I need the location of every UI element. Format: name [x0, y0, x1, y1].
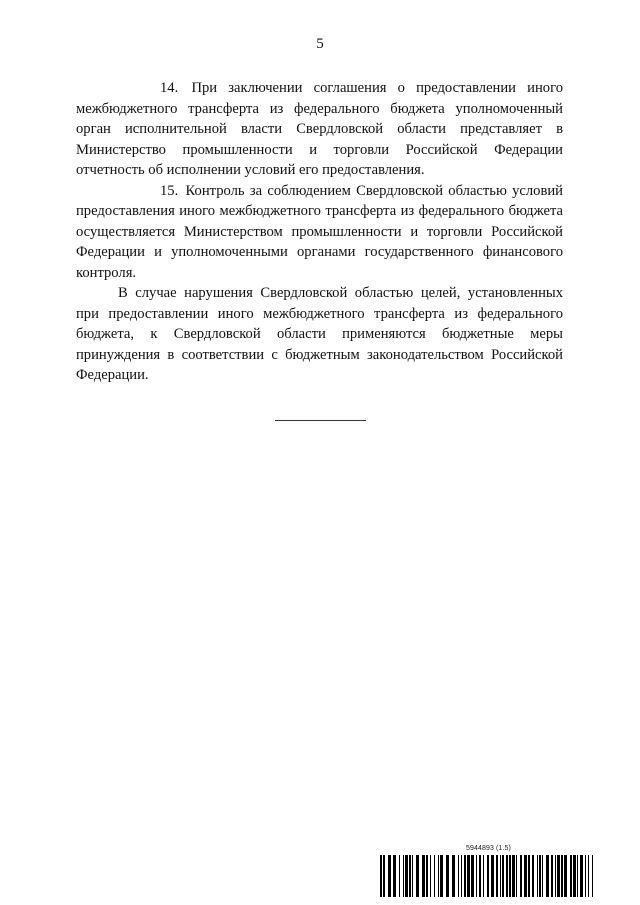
- barcode-bar: [487, 855, 489, 897]
- barcode-bar: [577, 855, 578, 897]
- barcode-bar: [557, 855, 560, 897]
- barcode-bar: [467, 855, 470, 897]
- barcode-bar: [430, 855, 431, 897]
- barcode-label: 5944893 (1.5): [466, 845, 511, 852]
- document-body: [76, 78, 563, 386]
- barcode-bar: [388, 855, 391, 897]
- barcode-bar: [458, 855, 459, 897]
- barcode-bar: [524, 855, 527, 897]
- barcode-bar: [422, 855, 425, 897]
- paragraph-15: [76, 181, 563, 284]
- barcode-bar: [491, 855, 494, 897]
- barcode-bar: [561, 855, 563, 897]
- barcode-bar: [476, 855, 477, 897]
- barcode-bar: [438, 855, 439, 897]
- barcode-bar: [483, 855, 484, 897]
- barcode-bar: [383, 855, 385, 897]
- barcode-bar: [532, 855, 534, 897]
- barcode-bar: [520, 855, 522, 897]
- barcode-bar: [502, 855, 504, 897]
- barcode-bar: [461, 855, 462, 897]
- page-number: 5: [316, 36, 324, 52]
- barcode-bar: [452, 855, 455, 897]
- paragraph-text: В случае нарушения Свердловской областью целей, установленных при предоставлении иного межбюджетного трансферта из федерального бюджета, к Свердловской области применяются бюджетные меры принуждения в соответствии с бюджетным законодательством Российской Федерации.: [76, 285, 563, 383]
- barcode-bar: [516, 855, 517, 897]
- barcode-bar: [380, 855, 382, 897]
- barcode-block: [380, 845, 595, 897]
- barcode-bar: [471, 855, 474, 897]
- barcode-bar: [446, 855, 449, 897]
- barcode-bar: [592, 855, 593, 897]
- paragraph-text: При заключении соглашения о предоставлении иного межбюджетного трансферта из федерального бюджета уполномоченный орган исполнительной власти Свердловской области представляет в Министерство промышленности и торговли Российской Федерации отчетность об исполнении условий его предоставления.: [76, 80, 563, 178]
- barcode-bar: [496, 855, 498, 897]
- barcode-bar: [399, 855, 400, 897]
- barcode-bar: [403, 855, 404, 897]
- end-separator-line: [275, 420, 366, 421]
- paragraph-violation: [76, 283, 563, 386]
- barcode-bar: [546, 855, 549, 897]
- barcode-bar: [555, 855, 556, 897]
- barcode-bar: [416, 855, 419, 897]
- paragraph-14: [76, 78, 563, 181]
- barcode-bar: [405, 855, 408, 897]
- barcode-bar: [509, 855, 511, 897]
- barcode-bar: [580, 855, 583, 897]
- barcode-bar: [426, 855, 428, 897]
- paragraph-number: 14.: [160, 80, 179, 96]
- barcode-bar: [479, 855, 481, 897]
- barcode-icon: [380, 855, 595, 897]
- barcode-bar: [434, 855, 435, 897]
- barcode-bar: [551, 855, 553, 897]
- barcode-bar: [506, 855, 508, 897]
- barcode-bar: [500, 855, 501, 897]
- barcode-bar: [528, 855, 530, 897]
- paragraph-number: 15.: [160, 182, 179, 199]
- barcode-bar: [512, 855, 515, 897]
- barcode-bar: [570, 855, 572, 897]
- barcode-bar: [539, 855, 541, 897]
- barcode-bar: [573, 855, 576, 897]
- barcode-bar: [542, 855, 543, 897]
- barcode-bar: [409, 855, 411, 897]
- paragraph-text: Контроль за соблюдением Свердловской областью условий предоставления иного межбюджетного трансферта из федерального бюджета осуществляется Министерством промышленности и торговли Российской Федерации и уполномоченными органами государственного финансового контроля.: [76, 182, 563, 281]
- barcode-bar: [412, 855, 413, 897]
- barcode-bar: [564, 855, 567, 897]
- barcode-bar: [537, 855, 538, 897]
- barcode-bar: [585, 855, 586, 897]
- barcode-bar: [464, 855, 466, 897]
- barcode-bar: [588, 855, 589, 897]
- barcode-bar: [393, 855, 396, 897]
- barcode-bar: [440, 855, 443, 897]
